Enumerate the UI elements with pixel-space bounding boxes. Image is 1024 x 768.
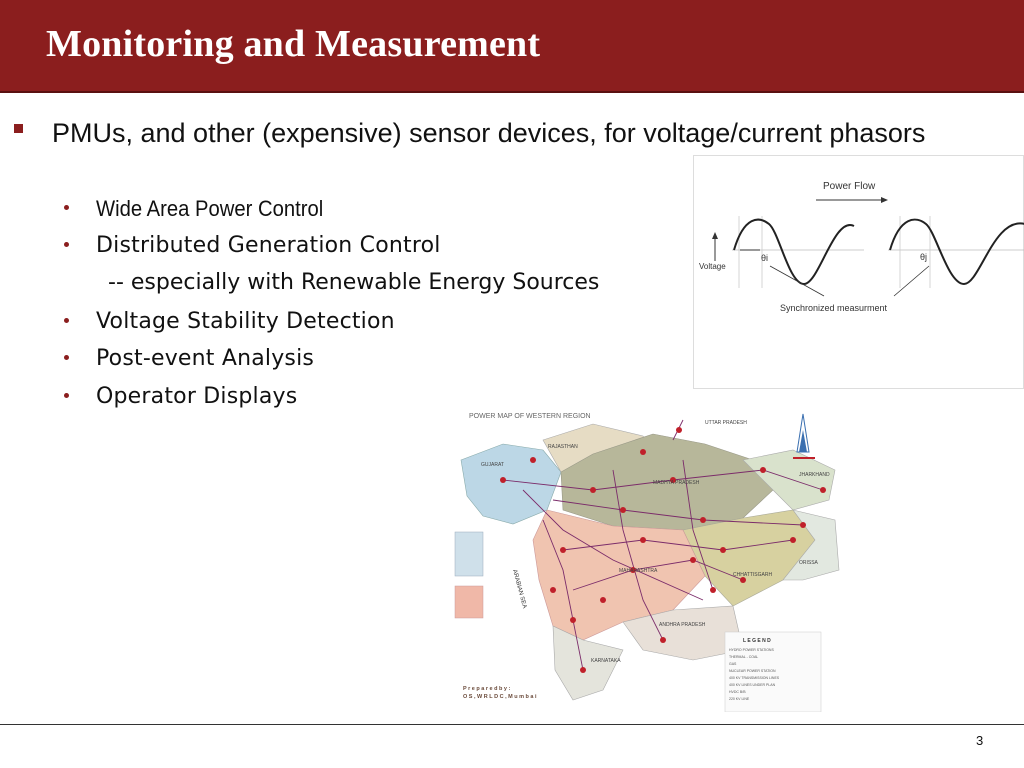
power-map: [443, 400, 843, 712]
sine-wave-i: [734, 220, 854, 284]
bullet-dot-icon: [64, 355, 69, 360]
svg-text:NUCLEAR POWER STATION: NUCLEAR POWER STATION: [729, 669, 776, 673]
info-box-gujarat: [455, 532, 483, 576]
svg-text:RAJASTHAN: RAJASTHAN: [548, 444, 578, 450]
sub-bullet-text: Post-event Analysis: [96, 346, 315, 371]
svg-text:220 KV LINE: 220 KV LINE: [729, 697, 750, 701]
sine-wave-j: [890, 220, 1024, 284]
svg-text:THERMAL - COAL: THERMAL - COAL: [729, 655, 759, 659]
sync-arrow: [894, 266, 929, 296]
sub-bullet-text: Voltage Stability Detection: [96, 309, 395, 334]
sub-bullet-text: Distributed Generation Control: [96, 233, 441, 258]
svg-text:ANDHRA PRADESH: ANDHRA PRADESH: [659, 622, 706, 628]
svg-text:CHHATTISGARH: CHHATTISGARH: [733, 572, 773, 578]
bullet-dot-icon: [64, 242, 69, 247]
main-bullet-text: PMUs, and other (expensive) sensor devices, for voltage/current phasors: [52, 118, 926, 148]
svg-text:GUJARAT: GUJARAT: [481, 462, 504, 468]
info-box-maharashtra: [455, 586, 483, 618]
continuation-text: -- especially with Renewable Energy Sources: [108, 270, 600, 295]
arrowhead-icon: [712, 232, 718, 239]
footer-divider: [0, 724, 1024, 725]
sea-label: ARABIAN SEA: [511, 568, 528, 610]
theta-j-label: θj: [920, 252, 928, 262]
arrowhead-icon: [881, 197, 888, 203]
svg-text:KARNATAKA: KARNATAKA: [591, 658, 621, 664]
svg-text:400 KV TRANSMISSION LINES: 400 KV TRANSMISSION LINES: [729, 676, 780, 680]
svg-text:MAHARASHTRA: MAHARASHTRA: [619, 568, 658, 574]
sync-arrow: [770, 266, 824, 296]
bullet-dot-icon: [64, 318, 69, 323]
svg-text:400 KV LINES UNDER PLAN: 400 KV LINES UNDER PLAN: [729, 683, 776, 687]
phasor-svg: [694, 156, 1024, 390]
theta-i-label: θi: [761, 253, 769, 263]
prepared-by-line1: P r e p a r e d b y :: [463, 686, 511, 692]
slide-title: Monitoring and Measurement: [46, 23, 541, 65]
sync-label: Synchronized measurment: [780, 303, 888, 313]
svg-text:ORISSA: ORISSA: [799, 560, 818, 566]
svg-text:HYDRO POWER STATIONS: HYDRO POWER STATIONS: [729, 648, 774, 652]
voltage-label: Voltage: [699, 262, 726, 271]
square-bullet-icon: [14, 124, 23, 133]
bullet-dot-icon: [64, 393, 69, 398]
power-map-svg: [443, 400, 843, 712]
prepared-by-line2: O S , W R L D C , M u m b a i: [463, 694, 537, 700]
map-title: POWER MAP OF WESTERN REGION: [469, 413, 591, 420]
svg-text:GAS: GAS: [729, 662, 737, 666]
svg-text:HVDC B/B: HVDC B/B: [729, 690, 746, 694]
sub-bullet-text: Operator Displays: [96, 384, 298, 409]
bullet-dot-icon: [64, 205, 69, 210]
page-number: 3: [976, 733, 984, 748]
svg-text:JHARKHAND: JHARKHAND: [799, 472, 830, 478]
sub-bullet-text: Wide Area Power Control: [96, 196, 324, 221]
power-flow-label: Power Flow: [823, 181, 876, 192]
svg-text:UTTAR PRADESH: UTTAR PRADESH: [705, 420, 747, 426]
title-bar: [0, 0, 1024, 93]
legend-title: L E G E N D: [743, 638, 771, 644]
phasor-diagram: [693, 155, 1024, 389]
svg-text:MADHYA PRADESH: MADHYA PRADESH: [653, 480, 700, 486]
